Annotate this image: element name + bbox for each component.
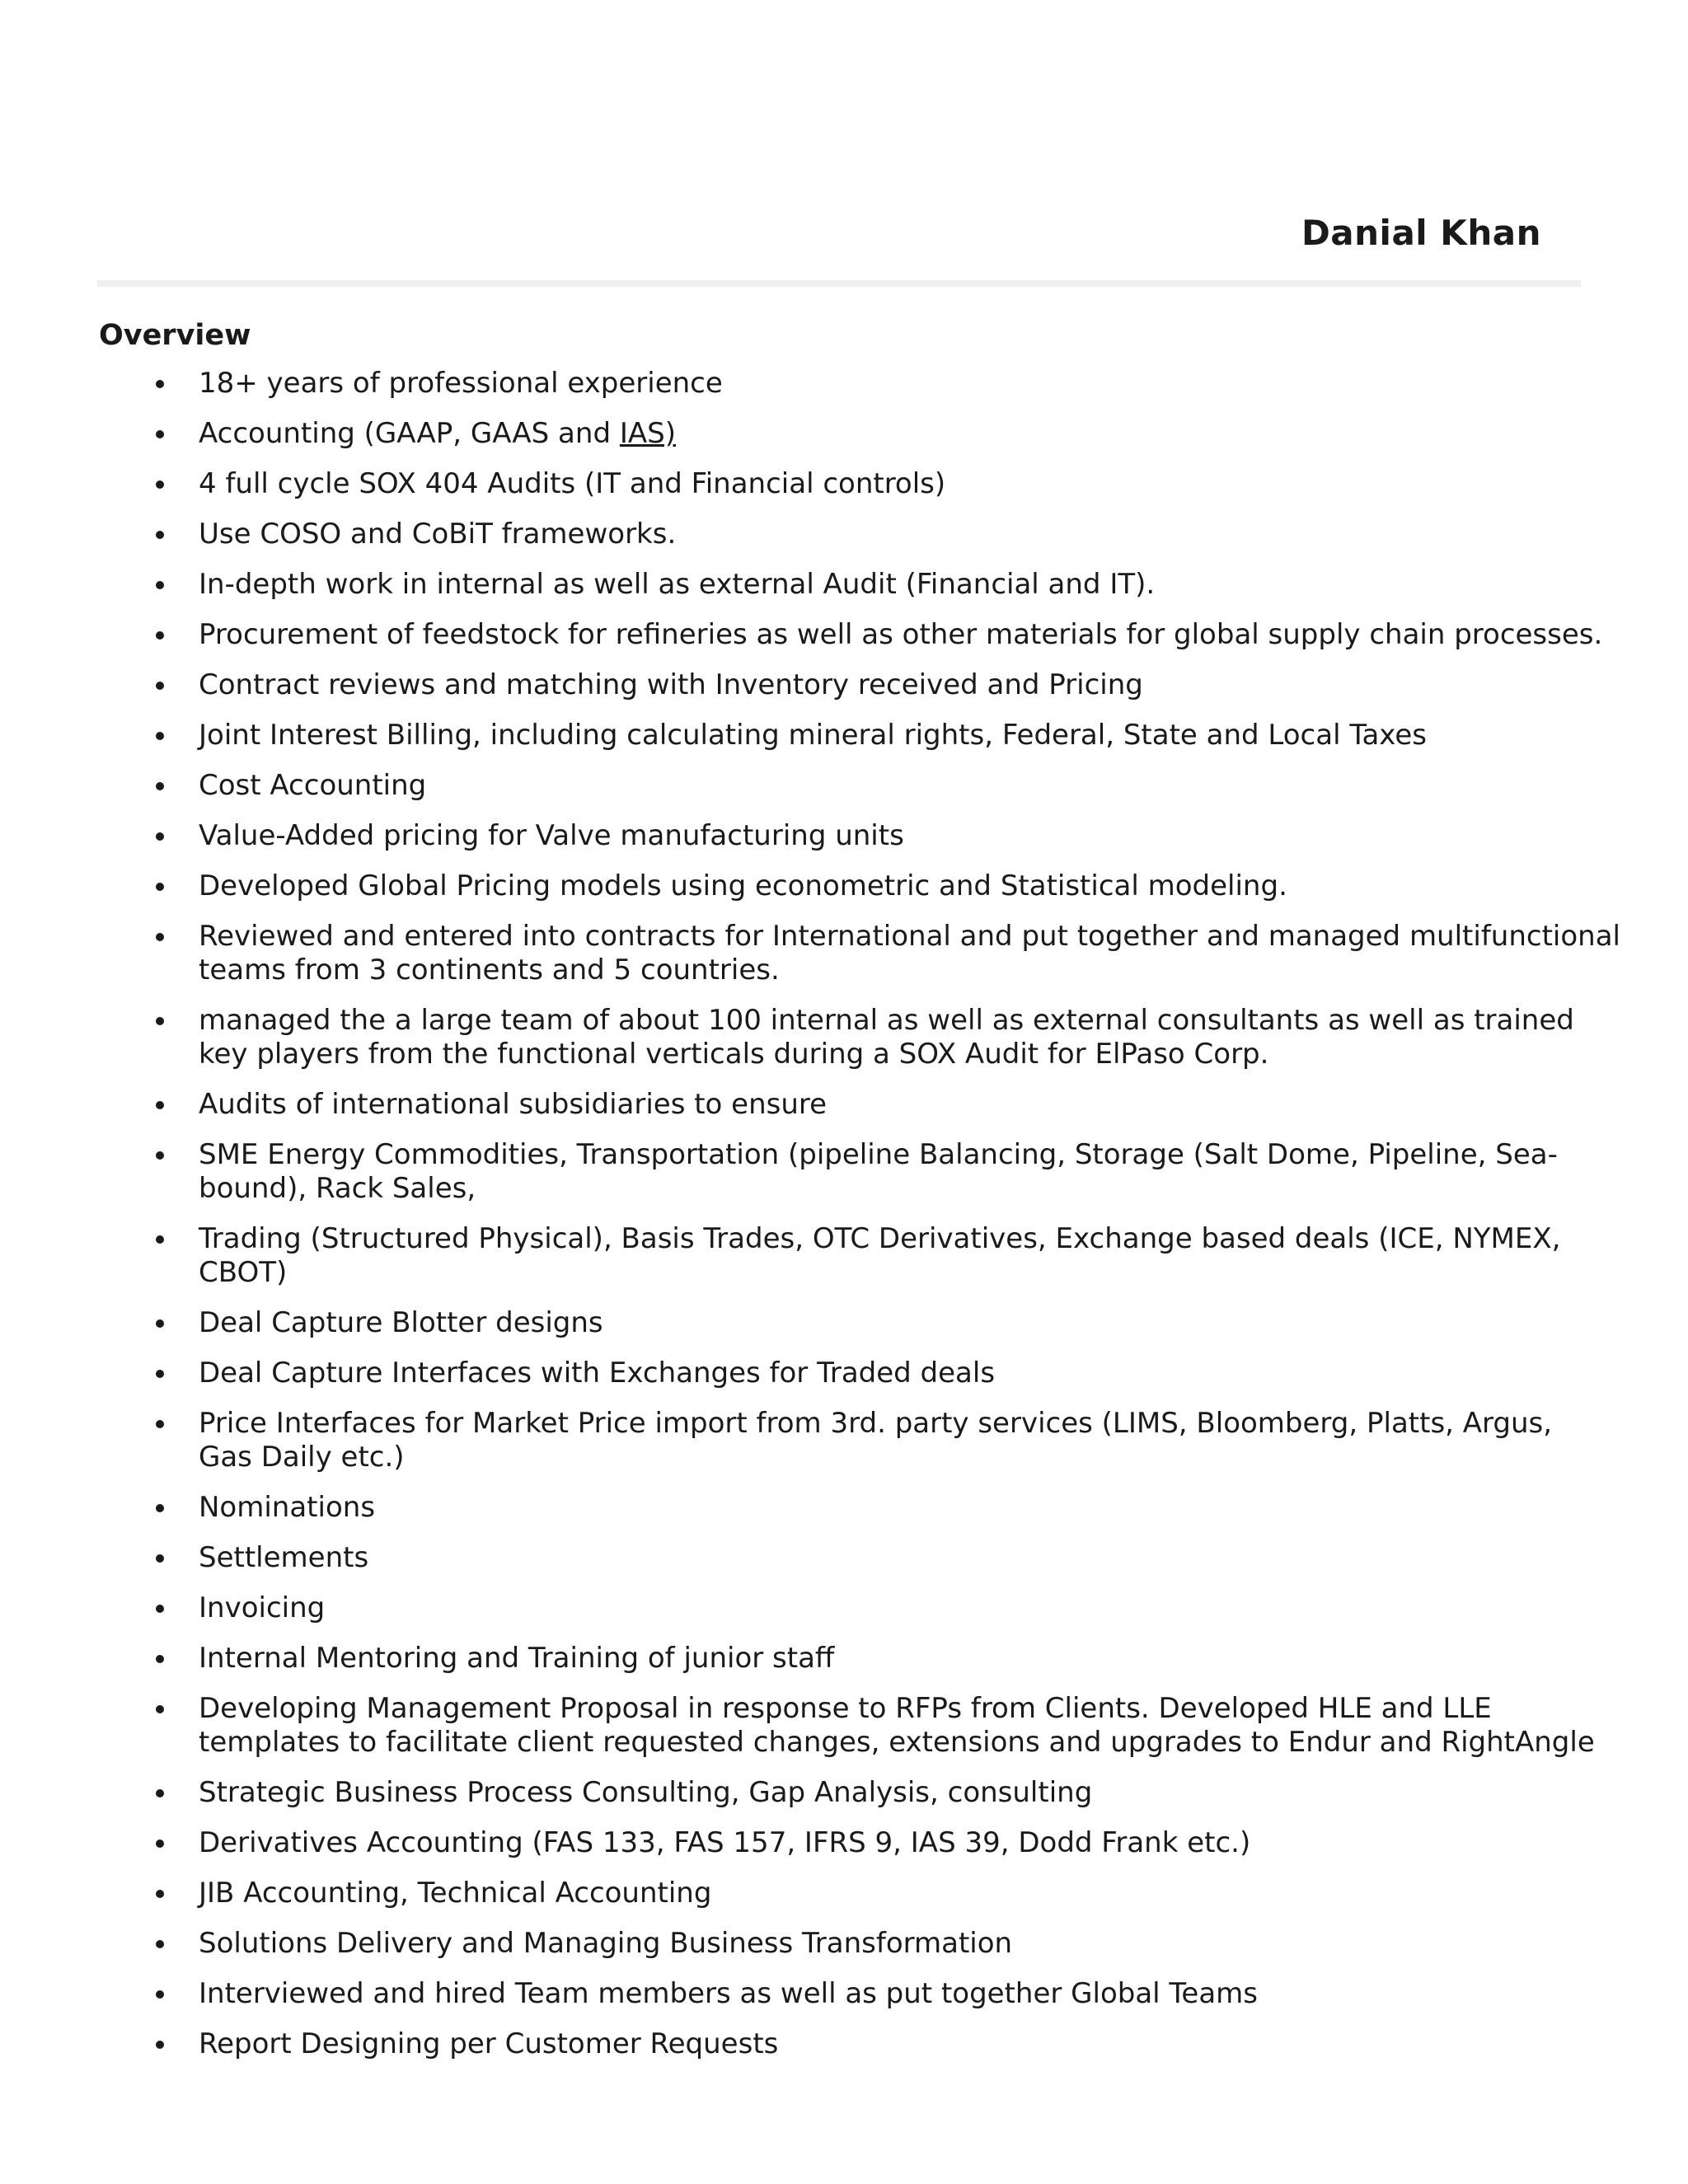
list-item-text-line: managed the a large team of about 100 internal as well as external consultants as well as trained xyxy=(199,1004,1574,1037)
list-item-text: Internal Mentoring and Training of junior staff xyxy=(199,1642,835,1675)
bullet-icon xyxy=(154,367,166,401)
list-item xyxy=(0,819,1688,853)
list-item-text: 4 full cycle SOX 404 Audits (IT and Financial controls) xyxy=(199,467,946,500)
bullet-icon xyxy=(154,819,166,853)
list-item xyxy=(0,2027,1688,2061)
bullet-icon xyxy=(154,1222,166,1256)
header-divider xyxy=(97,280,1581,287)
bullet-icon xyxy=(154,1088,166,1122)
list-item-text: Interviewed and hired Team members as well as put together Global Teams xyxy=(199,1977,1259,2010)
list-item-text: JIB Accounting, Technical Accounting xyxy=(199,1877,712,1910)
list-item xyxy=(0,1927,1688,1961)
list-item xyxy=(0,1877,1688,1910)
bullet-icon xyxy=(154,1357,166,1390)
bullet-icon xyxy=(154,417,166,451)
list-item-text-line: teams from 3 continents and 5 countries. xyxy=(199,954,780,987)
list-item xyxy=(0,1004,1688,1071)
list-item xyxy=(0,1541,1688,1575)
list-item xyxy=(0,869,1688,903)
list-item-text: Developed Global Pricing models using econometric and Statistical modeling. xyxy=(199,869,1287,902)
list-item-text: Procurement of feedstock for refineries as well as other materials for global supply chain processes. xyxy=(199,618,1603,651)
bullet-icon xyxy=(154,769,166,803)
list-item-text: Solutions Delivery and Managing Business Transformation xyxy=(199,1927,1013,1960)
bullet-icon xyxy=(154,869,166,903)
list-item xyxy=(0,568,1688,602)
list-item xyxy=(0,1222,1688,1290)
list-item-text-line: Price Interfaces for Market Price import from 3rd. party services (LIMS, Bloomberg, Platts, Argus, xyxy=(199,1407,1553,1440)
list-item-text: 18+ years of professional experience xyxy=(199,367,723,400)
list-item-text: Joint Interest Billing, including calculating mineral rights, Federal, State and Local Taxes xyxy=(199,719,1428,752)
list-item-text: Deal Capture Interfaces with Exchanges for Traded deals xyxy=(199,1357,996,1390)
overview-list xyxy=(0,367,1688,2078)
list-item-text-line: templates to facilitate client requested changes, extensions and upgrades to Endur and RightAngle xyxy=(199,1726,1595,1759)
list-item-text-line: CBOT) xyxy=(199,1256,288,1289)
list-item xyxy=(0,769,1688,803)
list-item-text: Value-Added pricing for Valve manufacturing units xyxy=(199,819,904,852)
list-item-text: Cost Accounting xyxy=(199,769,427,802)
list-item-text-line: key players from the functional verticals during a SOX Audit for ElPaso Corp. xyxy=(199,1038,1269,1071)
list-item-text: Invoicing xyxy=(199,1591,326,1624)
list-item xyxy=(0,367,1688,401)
bullet-icon xyxy=(154,1407,166,1441)
overview-heading: Overview xyxy=(99,319,251,352)
bullet-icon xyxy=(154,668,166,702)
bullet-icon xyxy=(154,1306,166,1340)
list-item-text-line: Developing Management Proposal in response to RFPs from Clients. Developed HLE and LLE xyxy=(199,1692,1492,1725)
bullet-icon xyxy=(154,1642,166,1675)
list-item-text: Deal Capture Blotter designs xyxy=(199,1306,603,1339)
list-item xyxy=(0,1977,1688,2011)
list-item-text: Derivatives Accounting (FAS 133, FAS 157, IFRS 9, IAS 39, Dodd Frank etc.) xyxy=(199,1826,1251,1859)
list-item-text-line: Reviewed and entered into contracts for International and put together and managed multifunctional xyxy=(199,920,1621,953)
list-item xyxy=(0,417,1688,451)
list-item xyxy=(0,1407,1688,1474)
bullet-icon xyxy=(154,518,166,551)
list-item-text-line: Gas Daily etc.) xyxy=(199,1441,405,1474)
list-item xyxy=(0,719,1688,752)
list-item xyxy=(0,1642,1688,1675)
list-item xyxy=(0,1491,1688,1525)
bullet-icon xyxy=(154,1541,166,1575)
bullet-icon xyxy=(154,2027,166,2061)
list-item-text-line: bound), Rack Sales, xyxy=(199,1172,476,1205)
list-item xyxy=(0,1357,1688,1390)
list-item xyxy=(0,467,1688,501)
list-item xyxy=(0,1692,1688,1760)
list-item-text: Strategic Business Process Consulting, Gap Analysis, consulting xyxy=(199,1776,1093,1809)
list-item xyxy=(0,1826,1688,1860)
candidate-name: Danial Khan xyxy=(1301,213,1541,253)
list-item xyxy=(0,1138,1688,1206)
bullet-icon xyxy=(154,467,166,501)
bullet-icon xyxy=(154,1927,166,1961)
list-item xyxy=(0,1088,1688,1122)
list-item xyxy=(0,920,1688,987)
bullet-icon xyxy=(154,568,166,602)
list-item-text: Contract reviews and matching with Inventory received and Pricing xyxy=(199,668,1143,701)
bullet-icon xyxy=(154,1776,166,1810)
bullet-icon xyxy=(154,1826,166,1860)
list-item xyxy=(0,618,1688,652)
list-item xyxy=(0,668,1688,702)
bullet-icon xyxy=(154,1591,166,1625)
list-item xyxy=(0,1306,1688,1340)
bullet-icon xyxy=(154,719,166,752)
bullet-icon xyxy=(154,1138,166,1172)
bullet-icon xyxy=(154,618,166,652)
list-item-text: Use COSO and CoBiT frameworks. xyxy=(199,518,677,551)
list-item xyxy=(0,1591,1688,1625)
list-item-text: Accounting (GAAP, GAAS and xyxy=(199,417,620,450)
list-item-text-line: SME Energy Commodities, Transportation (pipeline Balancing, Storage (Salt Dome, Pipeline, Sea- xyxy=(199,1138,1558,1171)
bullet-icon xyxy=(154,920,166,954)
bullet-icon xyxy=(154,1877,166,1910)
bullet-icon xyxy=(154,1004,166,1038)
bullet-icon xyxy=(154,1692,166,1726)
list-item-text: Settlements xyxy=(199,1541,369,1574)
bullet-icon xyxy=(154,1977,166,2011)
list-item-text-line: Trading (Structured Physical), Basis Trades, OTC Derivatives, Exchange based deals (ICE, NYMEX, xyxy=(199,1222,1561,1255)
list-item-text: Nominations xyxy=(199,1491,376,1524)
bullet-icon xyxy=(154,1491,166,1525)
list-item-text: In-depth work in internal as well as external Audit (Financial and IT). xyxy=(199,568,1156,601)
list-item xyxy=(0,1776,1688,1810)
list-item-underlined-text: IAS) xyxy=(619,417,676,450)
list-item-text: Report Designing per Customer Requests xyxy=(199,2027,779,2060)
list-item xyxy=(0,518,1688,551)
list-item-text: Audits of international subsidiaries to ensure xyxy=(199,1088,828,1121)
